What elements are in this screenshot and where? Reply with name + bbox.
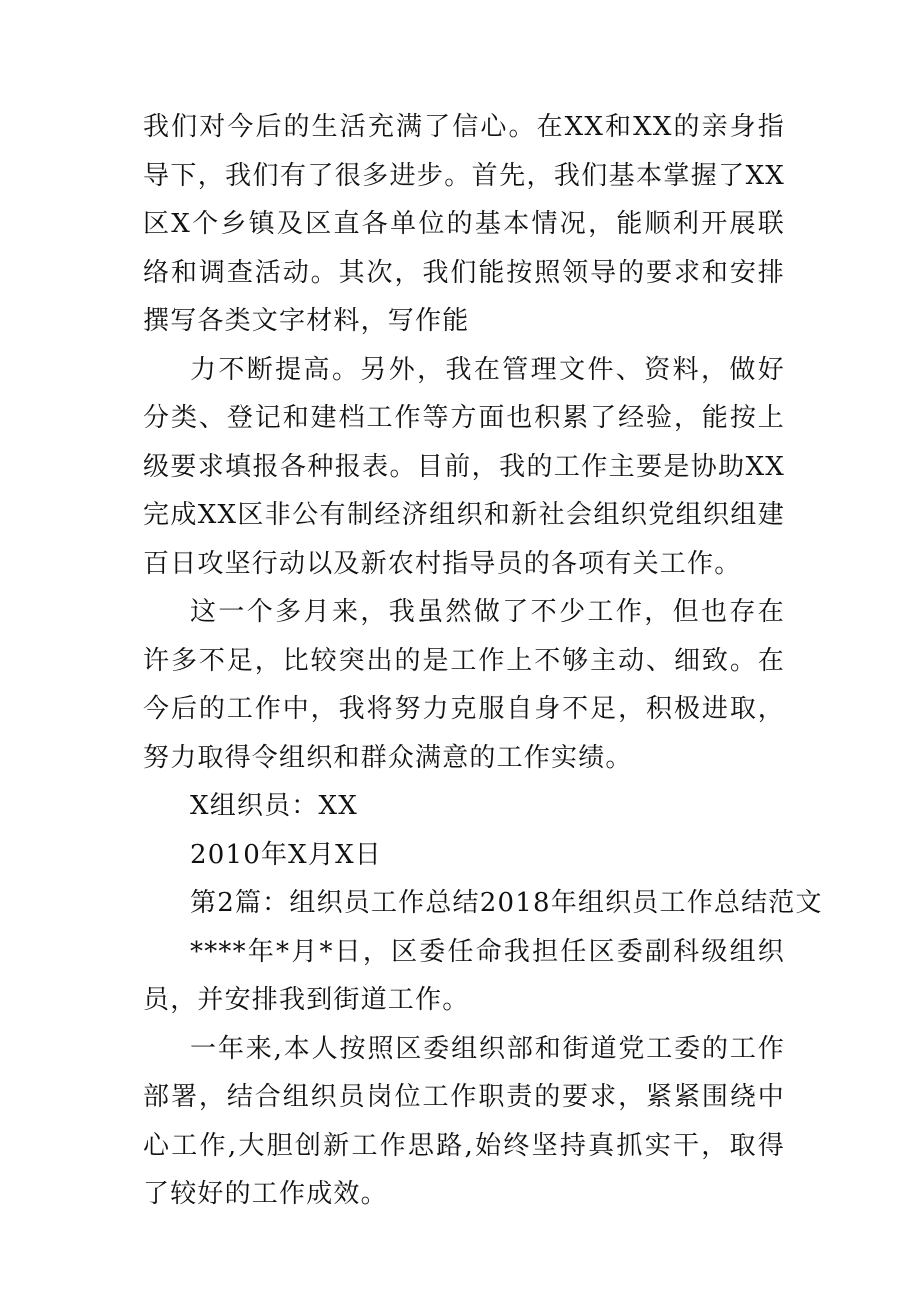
document-body [143,103,823,1219]
section-heading: 第2篇：组织员工作总结2018年组织员工作总结范文 [190,888,823,918]
paragraph-5: 一年来,本人按照区委组织部和街道党工委的工作部署，结合组织员岗位工作职责的要求，紧紧围绕中心工作,大胆创新工作思路,始终坚持真抓实干，取得了较好的工作成效。 [143,1033,785,1209]
paragraph-1: 我们对今后的生活充满了信心。在XX和XX的亲身指导下，我们有了很多进步。首先，我们基本掌握了XX区X个乡镇及区直各单位的基本情况，能顺利开展联络和调查活动。其次，我们能按照领导的要求和安排撰写各类文字材料，写作能 [143,112,785,336]
paragraph-4: ****年*月*日，区委任命我担任区委副科级组织员，并安排我到街道工作。 [143,936,785,1015]
date-line: 2010年X月X日 [190,839,382,870]
paragraph-2: 力不断提高。另外，我在管理文件、资料，做好分类、登记和建档工作等方面也积累了经验，能按上级要求填报各种报表。目前，我的工作主要是协助XX完成XX区非公有制经济组织和新社会组织党组织组建百日攻坚行动以及新农村指导员的各项有关工作。 [143,354,785,579]
signature-line: X组织员：XX [190,791,358,821]
paragraph-3: 这一个多月来，我虽然做了不少工作，但也存在许多不足，比较突出的是工作上不够主动、细致。在今后的工作中，我将努力克服自身不足，积极进取，努力取得令组织和群众满意的工作实绩。 [143,597,785,773]
